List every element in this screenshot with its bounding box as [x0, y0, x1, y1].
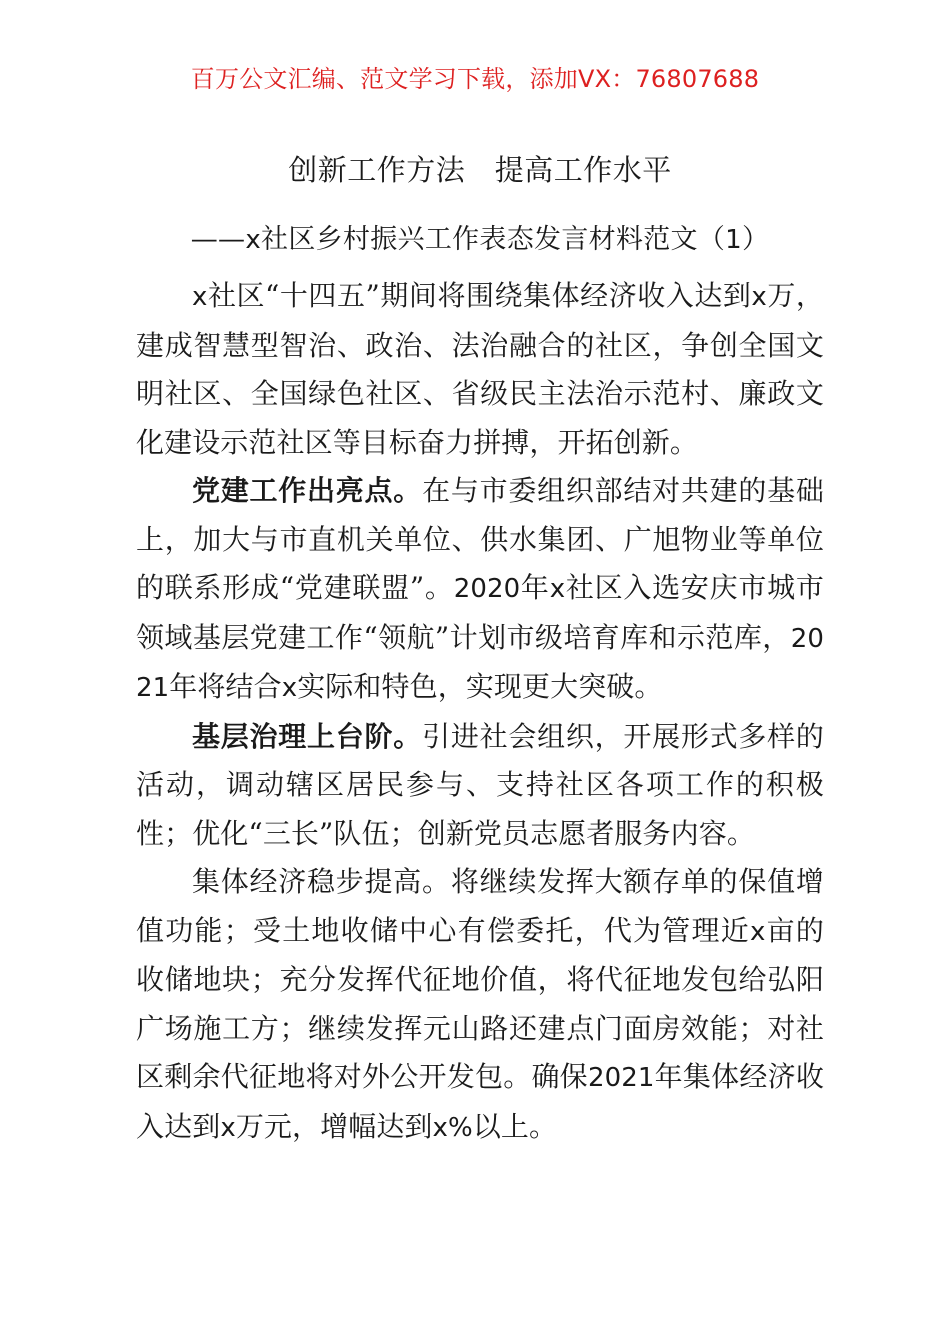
promo-banner-text: 百万公文汇编、范文学习下载，添加VX：76807688: [190, 65, 760, 93]
document-title: 创新工作方法 提高工作水平: [288, 153, 672, 187]
paragraph-text: x社区“十四五”期间将围绕集体经济收入达到x万，建成智慧型智治、政治、法治融合的社区，争创全国文明社区、全国绿色社区、省级民主法治示范村、廉政文化建设示范社区等目标奋力拼搏，开拓创新。: [136, 279, 824, 459]
paragraph: [136, 713, 824, 859]
paragraph: [136, 858, 824, 1152]
document-subtitle: ——x社区乡村振兴工作表态发言材料范文（1）: [190, 224, 770, 255]
paragraph-text: 在与市委组织部结对共建的基础上，加大与市直机关单位、供水集团、广旭物业等单位的联系形成“党建联盟”。2020年x社区入选安庆市城市领域基层党建工作“领航”计划市级培育库和示范库，2021年将结合x实际和特色，实现更大突破。: [136, 474, 824, 703]
paragraph-text: 集体经济稳步提高。将继续发挥大额存单的保值增值功能；受土地收储中心有偿委托，代为管理近x亩的收储地块；充分发挥代征地价值，将代征地发包给弘阳广场施工方；继续发挥元山路还建点门面房效能；对社区剩余代征地将对外公开发包。确保2021年集体经济收入达到x万元，增幅达到x%以上。: [136, 865, 824, 1143]
paragraph-lead: 党建工作出亮点。: [192, 474, 423, 507]
paragraph: [136, 272, 824, 467]
paragraph: [136, 467, 824, 713]
document-body: [136, 146, 824, 1152]
paragraph-lead: 基层治理上台阶。: [192, 719, 423, 753]
paragraph-text: 引进社会组织，开展形式多样的活动，调动辖区居民参与、支持社区各项工作的积极性；优化“三长”队伍；创新党员志愿者服务内容。: [136, 719, 824, 850]
